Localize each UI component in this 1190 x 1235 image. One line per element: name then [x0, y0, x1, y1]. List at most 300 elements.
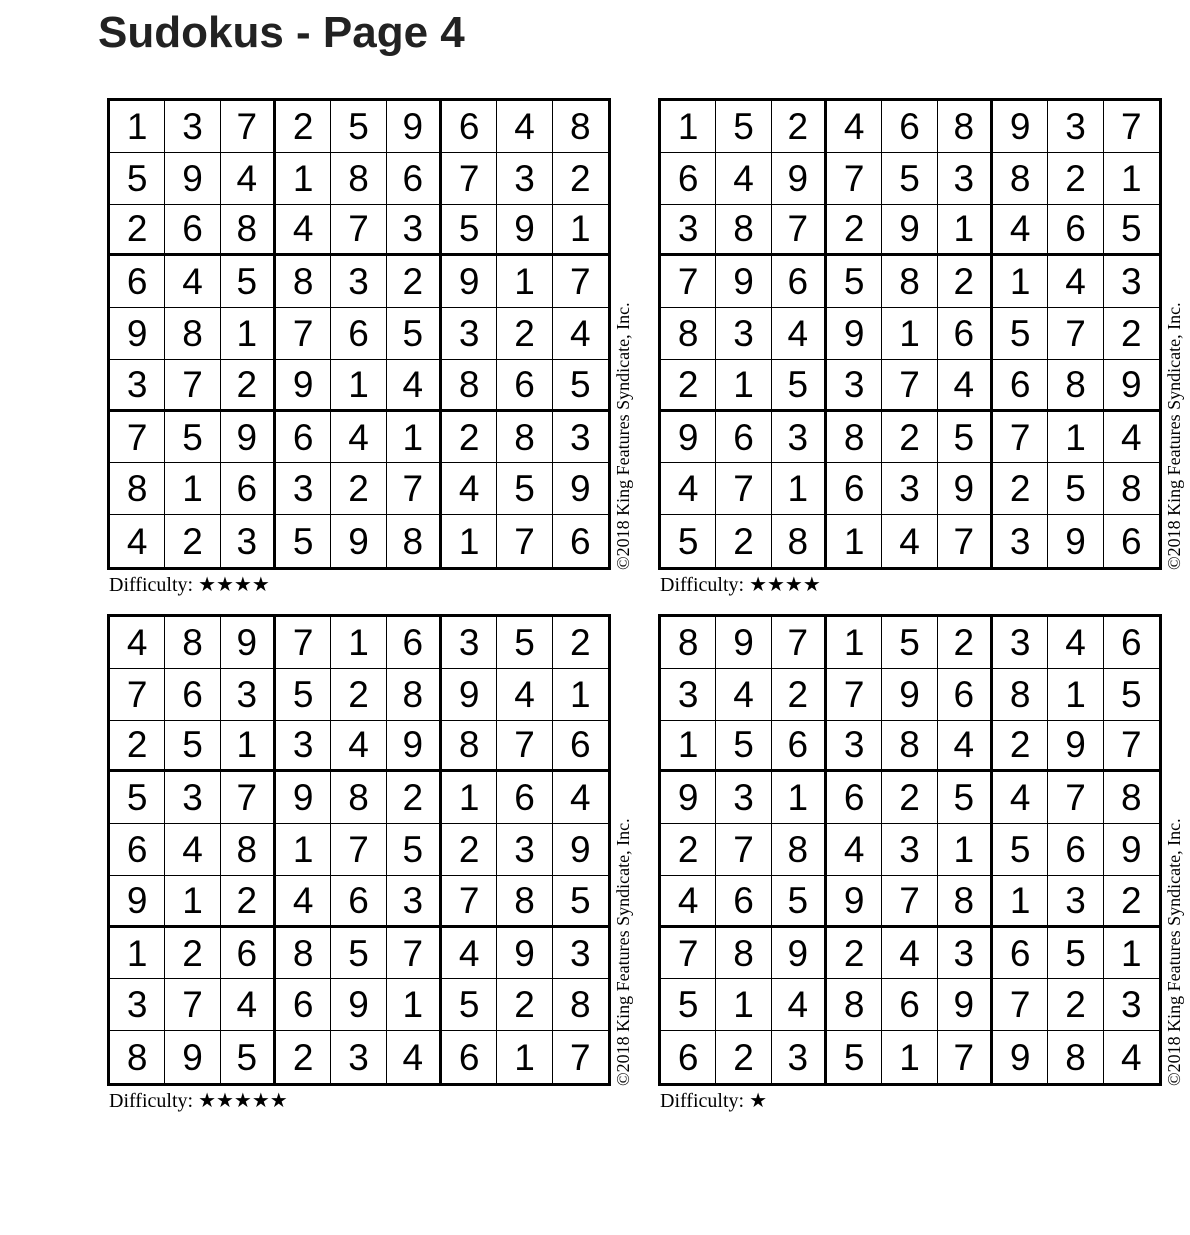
sudoku-cell: 3 [497, 824, 552, 876]
sudoku-cell: 7 [1048, 772, 1103, 824]
sudoku-cell: 2 [110, 721, 165, 773]
sudoku-cell: 8 [827, 412, 882, 464]
sudoku-cell: 4 [827, 824, 882, 876]
sudoku-cell: 4 [1121, 1036, 1142, 1078]
sudoku-cell: 2 [442, 412, 497, 464]
sudoku-cell: 3 [553, 412, 608, 464]
sudoku-cell: 3 [827, 721, 882, 773]
sudoku-cell: 6 [221, 463, 276, 515]
sudoku-cell: 9 [938, 463, 993, 515]
sudoku-cell: 1 [221, 308, 276, 360]
sudoku-cell: 2 [661, 824, 716, 876]
sudoku-cell: 4 [387, 1031, 442, 1083]
sudoku-cell: 9 [387, 721, 442, 773]
sudoku-cell: 7 [716, 463, 771, 515]
sudoku-cell: 6 [716, 412, 771, 464]
sudoku-cell: 5 [882, 617, 937, 669]
sudoku-cell: 6 [772, 256, 827, 308]
sudoku-cell: 3 [772, 1031, 827, 1083]
sudoku-cell: 1 [772, 772, 827, 824]
sudoku-puzzle-4 [658, 614, 1190, 1114]
sudoku-cell: 4 [938, 721, 993, 773]
sudoku-cell: 6 [497, 360, 552, 412]
sudoku-cell: 2 [1104, 308, 1159, 360]
sudoku-cell: 5 [553, 360, 608, 412]
sudoku-cell: 1 [716, 979, 771, 1031]
sudoku-cell: 3 [827, 360, 882, 412]
sudoku-cell: 7 [570, 1036, 591, 1078]
sudoku-cell: 5 [1048, 463, 1103, 515]
sudoku-cell: 3 [553, 928, 608, 980]
sudoku-cell: 7 [497, 721, 552, 773]
sudoku-cell: 5 [276, 515, 331, 567]
sudoku-cell: 2 [993, 463, 1048, 515]
sudoku-cell: 2 [221, 360, 276, 412]
sudoku-cell: 1 [882, 308, 937, 360]
sudoku-cell: 4 [716, 669, 771, 721]
sudoku-cell: 9 [387, 101, 442, 153]
sudoku-cell: 2 [331, 669, 386, 721]
sudoku-cell: 6 [331, 876, 386, 928]
sudoku-cell: 2 [938, 256, 993, 308]
sudoku-cell: 2 [276, 101, 331, 153]
sudoku-cell: 7 [882, 360, 937, 412]
sudoku-cell: 8 [716, 205, 771, 257]
sudoku-cell: 1 [1048, 669, 1103, 721]
sudoku-cell: 4 [442, 928, 497, 980]
sudoku-cell: 1 [497, 256, 552, 308]
sudoku-cell: 2 [772, 669, 827, 721]
sudoku-cell: 9 [331, 515, 386, 567]
sudoku-cell: 8 [882, 256, 937, 308]
sudoku-cell: 6 [827, 463, 882, 515]
sudoku-cell: 5 [938, 412, 993, 464]
sudoku-cell: 1 [331, 617, 386, 669]
sudoku-cell: 3 [221, 669, 276, 721]
sudoku-cell: 8 [387, 515, 442, 567]
sudoku-cell: 3 [993, 617, 1048, 669]
sudoku-cell: 5 [993, 824, 1048, 876]
sudoku-cell: 6 [165, 205, 220, 257]
sudoku-cell: 9 [827, 876, 882, 928]
sudoku-cell: 3 [772, 412, 827, 464]
sudoku-cell: 2 [221, 876, 276, 928]
sudoku-cell: 5 [938, 772, 993, 824]
sudoku-cell: 1 [827, 617, 882, 669]
sudoku-cell: 4 [553, 308, 608, 360]
sudoku-cell: 5 [442, 979, 497, 1031]
sudoku-cell: 8 [661, 308, 716, 360]
sudoku-cell: 3 [165, 772, 220, 824]
sudoku-cell: 7 [276, 617, 331, 669]
sudoku-cell: 1 [938, 824, 993, 876]
sudoku-cell: 8 [772, 515, 827, 567]
sudoku-cell: 9 [221, 412, 276, 464]
sudoku-cell: 7 [1104, 721, 1159, 773]
sudoku-cell: 9 [497, 205, 552, 257]
sudoku-cell: 1 [993, 256, 1048, 308]
sudoku-cell: 7 [331, 205, 386, 257]
sudoku-cell: 9 [165, 153, 220, 205]
sudoku-cell: 5 [442, 205, 497, 257]
sudoku-cell: 4 [497, 101, 552, 153]
sudoku-cell: 7 [661, 256, 716, 308]
sudoku-cell: 3 [993, 515, 1048, 567]
sudoku-cell: 4 [993, 772, 1048, 824]
sudoku-cell: 4 [331, 721, 386, 773]
sudoku-cell: 8 [276, 256, 331, 308]
sudoku-cell: 5 [827, 1031, 882, 1083]
sudoku-cell: 7 [1104, 101, 1159, 153]
sudoku-cell: 3 [882, 463, 937, 515]
sudoku-cell: 9 [882, 205, 937, 257]
sudoku-cell: 3 [165, 101, 220, 153]
sudoku-cell: 5 [1048, 928, 1103, 980]
sudoku-cell: 5 [276, 669, 331, 721]
sudoku-cell: 9 [221, 617, 276, 669]
sudoku-cell: 3 [331, 1031, 386, 1083]
sudoku-cell: 8 [497, 876, 552, 928]
sudoku-cell: 9 [882, 669, 937, 721]
sudoku-cell: 1 [1104, 153, 1159, 205]
sudoku-cell: 1 [442, 772, 497, 824]
sudoku-cell: 7 [221, 101, 276, 153]
sudoku-cell: 4 [772, 308, 827, 360]
difficulty-label: Difficulty: ★ [660, 1090, 767, 1112]
sudoku-cell: 7 [387, 928, 442, 980]
sudoku-cell: 9 [331, 979, 386, 1031]
sudoku-cell: 3 [221, 515, 276, 567]
sudoku-cell: 1 [1104, 928, 1159, 980]
sudoku-cell: 5 [110, 772, 165, 824]
sudoku-cell: 3 [716, 308, 771, 360]
sudoku-cell: 5 [661, 515, 716, 567]
sudoku-cell: 4 [1104, 412, 1159, 464]
sudoku-cell: 2 [110, 205, 165, 257]
sudoku-cell: 1 [938, 205, 993, 257]
sudoku-cell: 8 [882, 721, 937, 773]
sudoku-cell: 8 [553, 979, 608, 1031]
sudoku-cell: 8 [331, 153, 386, 205]
sudoku-cell: 8 [221, 205, 276, 257]
sudoku-cell: 4 [497, 669, 552, 721]
sudoku-cell: 5 [1104, 205, 1159, 257]
sudoku-cell: 9 [772, 153, 827, 205]
sudoku-cell: 9 [276, 360, 331, 412]
sudoku-cell: 8 [497, 412, 552, 464]
sudoku-cell: 3 [1048, 876, 1103, 928]
sudoku-cell: 4 [661, 876, 716, 928]
sudoku-cell: 9 [661, 772, 716, 824]
sudoku-cell: 2 [553, 153, 608, 205]
sudoku-cell: 4 [827, 101, 882, 153]
sudoku-cell: 2 [772, 101, 827, 153]
sudoku-cell: 8 [1104, 463, 1159, 515]
sudoku-cell: 3 [387, 205, 442, 257]
sudoku-cell: 4 [165, 256, 220, 308]
sudoku-cell: 2 [827, 928, 882, 980]
sudoku-cell: 4 [553, 772, 608, 824]
sudoku-cell: 4 [716, 153, 771, 205]
sudoku-cell: 3 [938, 928, 993, 980]
sudoku-cell: 8 [165, 308, 220, 360]
sudoku-cell: 1 [221, 721, 276, 773]
sudoku-grid [107, 98, 611, 570]
sudoku-cell: 6 [110, 256, 165, 308]
sudoku-cell: 5 [497, 617, 552, 669]
sudoku-cell: 4 [993, 205, 1048, 257]
sudoku-cell: 3 [387, 876, 442, 928]
sudoku-cell: 2 [1104, 876, 1159, 928]
sudoku-cell: 8 [387, 669, 442, 721]
sudoku-cell: 6 [661, 1031, 716, 1083]
sudoku-puzzle-2 [658, 98, 1190, 598]
sudoku-cell: 9 [110, 308, 165, 360]
sudoku-cell: 2 [1048, 979, 1103, 1031]
sudoku-cell: 2 [993, 721, 1048, 773]
sudoku-cell: 1 [772, 463, 827, 515]
sudoku-cell: 7 [165, 979, 220, 1031]
sudoku-cell: 4 [221, 153, 276, 205]
sudoku-cell: 7 [276, 308, 331, 360]
sudoku-cell: 1 [110, 101, 165, 153]
sudoku-cell: 1 [276, 153, 331, 205]
sudoku-grid [658, 614, 1162, 1086]
sudoku-cell: 8 [938, 876, 993, 928]
sudoku-cell: 6 [1104, 617, 1159, 669]
sudoku-cell: 4 [442, 463, 497, 515]
sudoku-cell: 1 [1048, 412, 1103, 464]
sudoku-cell: 5 [221, 1031, 276, 1083]
sudoku-cell: 8 [938, 101, 993, 153]
sudoku-cell: 5 [661, 979, 716, 1031]
sudoku-cell: 7 [387, 463, 442, 515]
sudoku-cell: 3 [442, 308, 497, 360]
sudoku-cell: 3 [110, 360, 165, 412]
sudoku-cell: 4 [1048, 256, 1103, 308]
sudoku-cell: 6 [387, 153, 442, 205]
sudoku-cell: 8 [661, 617, 716, 669]
sudoku-cell: 9 [716, 617, 771, 669]
sudoku-cell: 3 [1048, 101, 1103, 153]
sudoku-cell: 7 [938, 1031, 993, 1083]
sudoku-cell: 2 [716, 1031, 771, 1083]
sudoku-cell: 8 [110, 1031, 165, 1083]
sudoku-cell: 8 [1104, 772, 1159, 824]
sudoku-cell: 3 [276, 463, 331, 515]
sudoku-cell: 9 [1104, 360, 1159, 412]
sudoku-cell: 3 [938, 153, 993, 205]
sudoku-cell: 3 [661, 669, 716, 721]
sudoku-cell: 6 [827, 772, 882, 824]
sudoku-cell: 3 [276, 721, 331, 773]
sudoku-cell: 6 [276, 979, 331, 1031]
sudoku-cell: 6 [553, 721, 608, 773]
sudoku-cell: 5 [387, 824, 442, 876]
sudoku-cell: 9 [276, 772, 331, 824]
sudoku-cell: 5 [165, 721, 220, 773]
sudoku-cell: 8 [442, 360, 497, 412]
sudoku-cell: 8 [553, 101, 608, 153]
sudoku-cell: 9 [1048, 515, 1103, 567]
sudoku-cell: 5 [716, 101, 771, 153]
sudoku-cell: 9 [661, 412, 716, 464]
sudoku-cell: 1 [165, 876, 220, 928]
sudoku-cell: 2 [553, 617, 608, 669]
sudoku-cell: 7 [882, 876, 937, 928]
sudoku-cell: 2 [827, 205, 882, 257]
sudoku-cell: 5 [165, 412, 220, 464]
sudoku-cell: 2 [882, 412, 937, 464]
sudoku-cell: 6 [938, 308, 993, 360]
sudoku-cell: 1 [387, 412, 442, 464]
sudoku-cell: 1 [716, 360, 771, 412]
sudoku-cell: 1 [331, 360, 386, 412]
sudoku-cell: 2 [661, 360, 716, 412]
sudoku-cell: 8 [221, 824, 276, 876]
sudoku-cell: 1 [661, 721, 716, 773]
sudoku-cell: 4 [938, 360, 993, 412]
difficulty-label: Difficulty: ★★★★★ [109, 1090, 288, 1112]
sudoku-cell: 3 [1104, 256, 1159, 308]
sudoku-cell: 9 [938, 979, 993, 1031]
sudoku-cell: 8 [1048, 360, 1103, 412]
sudoku-cell: 7 [661, 928, 716, 980]
sudoku-cell: 9 [497, 928, 552, 980]
sudoku-cell: 8 [827, 979, 882, 1031]
sudoku-cell: 2 [165, 928, 220, 980]
sudoku-cell: 9 [110, 876, 165, 928]
sudoku-cell: 9 [772, 928, 827, 980]
sudoku-cell: 9 [1048, 721, 1103, 773]
sudoku-cell: 7 [938, 515, 993, 567]
sudoku-cell: 8 [772, 824, 827, 876]
sudoku-cell: 6 [938, 669, 993, 721]
sudoku-cell: 7 [165, 360, 220, 412]
sudoku-cell: 6 [387, 617, 442, 669]
sudoku-cell: 1 [387, 979, 442, 1031]
sudoku-cell: 9 [553, 463, 608, 515]
sudoku-cell: 5 [772, 876, 827, 928]
sudoku-cell: 9 [993, 1031, 1048, 1083]
sudoku-cell: 9 [442, 256, 497, 308]
sudoku-cell: 4 [331, 412, 386, 464]
sudoku-cell: 6 [1048, 824, 1103, 876]
sudoku-cell: 6 [772, 721, 827, 773]
sudoku-cell: 3 [716, 772, 771, 824]
sudoku-cell: 9 [993, 101, 1048, 153]
sudoku-cell: 4 [165, 824, 220, 876]
sudoku-cell: 3 [1104, 979, 1159, 1031]
sudoku-cell: 6 [882, 101, 937, 153]
sudoku-cell: 6 [993, 928, 1048, 980]
sudoku-cell: 4 [1048, 617, 1103, 669]
sudoku-cell: 7 [331, 824, 386, 876]
sudoku-cell: 2 [165, 515, 220, 567]
sudoku-cell: 5 [827, 256, 882, 308]
difficulty-label: Difficulty: ★★★★ [660, 574, 821, 596]
sudoku-cell: 1 [553, 205, 608, 257]
sudoku-cell: 8 [110, 463, 165, 515]
sudoku-cell: 2 [497, 979, 552, 1031]
sudoku-cell: 3 [442, 617, 497, 669]
sudoku-cell: 2 [938, 617, 993, 669]
sudoku-cell: 1 [827, 515, 882, 567]
sudoku-cell: 6 [110, 824, 165, 876]
sudoku-cell: 5 [553, 876, 608, 928]
sudoku-cell: 9 [553, 824, 608, 876]
sudoku-cell: 7 [1048, 308, 1103, 360]
sudoku-cell: 4 [276, 205, 331, 257]
sudoku-cell: 5 [716, 721, 771, 773]
sudoku-cell: 2 [387, 256, 442, 308]
sudoku-grid [107, 614, 611, 1086]
sudoku-puzzle-3 [107, 614, 667, 1114]
sudoku-cell: 1 [882, 1031, 937, 1083]
copyright-notice: ©2018 King Features Syndicate, Inc. [1164, 818, 1184, 1086]
sudoku-cell: 4 [110, 617, 165, 669]
sudoku-cell: 6 [1121, 520, 1142, 562]
sudoku-cell: 4 [661, 463, 716, 515]
sudoku-cell: 8 [331, 772, 386, 824]
sudoku-cell: 6 [442, 101, 497, 153]
sudoku-cell: 5 [110, 153, 165, 205]
sudoku-cell: 1 [661, 101, 716, 153]
sudoku-cell: 6 [276, 412, 331, 464]
sudoku-cell: 7 [772, 205, 827, 257]
sudoku-cell: 1 [442, 515, 497, 567]
sudoku-cell: 6 [882, 979, 937, 1031]
sudoku-cell: 5 [331, 101, 386, 153]
sudoku-cell: 6 [570, 520, 591, 562]
sudoku-cell: 3 [331, 256, 386, 308]
sudoku-cell: 1 [276, 824, 331, 876]
sudoku-cell: 7 [221, 772, 276, 824]
copyright-notice: ©2018 King Features Syndicate, Inc. [613, 302, 633, 570]
sudoku-cell: 7 [827, 153, 882, 205]
sudoku-cell: 7 [442, 876, 497, 928]
sudoku-cell: 2 [716, 515, 771, 567]
sudoku-cell: 5 [331, 928, 386, 980]
sudoku-cell: 9 [442, 669, 497, 721]
sudoku-cell: 4 [110, 515, 165, 567]
sudoku-cell: 4 [221, 979, 276, 1031]
sudoku-cell: 7 [442, 153, 497, 205]
sudoku-cell: 2 [331, 463, 386, 515]
copyright-notice: ©2018 King Features Syndicate, Inc. [1164, 302, 1184, 570]
sudoku-cell: 5 [497, 463, 552, 515]
sudoku-cell: 3 [497, 153, 552, 205]
sudoku-cell: 2 [442, 824, 497, 876]
sudoku-cell: 7 [553, 256, 608, 308]
sudoku-cell: 7 [716, 824, 771, 876]
sudoku-cell: 7 [497, 515, 552, 567]
copyright-notice: ©2018 King Features Syndicate, Inc. [613, 818, 633, 1086]
sudoku-cell: 8 [993, 669, 1048, 721]
sudoku-cell: 7 [772, 617, 827, 669]
sudoku-cell: 6 [661, 153, 716, 205]
sudoku-cell: 5 [993, 308, 1048, 360]
sudoku-cell: 7 [993, 412, 1048, 464]
sudoku-cell: 8 [276, 928, 331, 980]
sudoku-cell: 2 [497, 308, 552, 360]
sudoku-cell: 4 [276, 876, 331, 928]
sudoku-cell: 1 [553, 669, 608, 721]
sudoku-cell: 9 [716, 256, 771, 308]
sudoku-cell: 3 [882, 824, 937, 876]
sudoku-cell: 5 [1104, 669, 1159, 721]
sudoku-cell: 2 [1048, 153, 1103, 205]
